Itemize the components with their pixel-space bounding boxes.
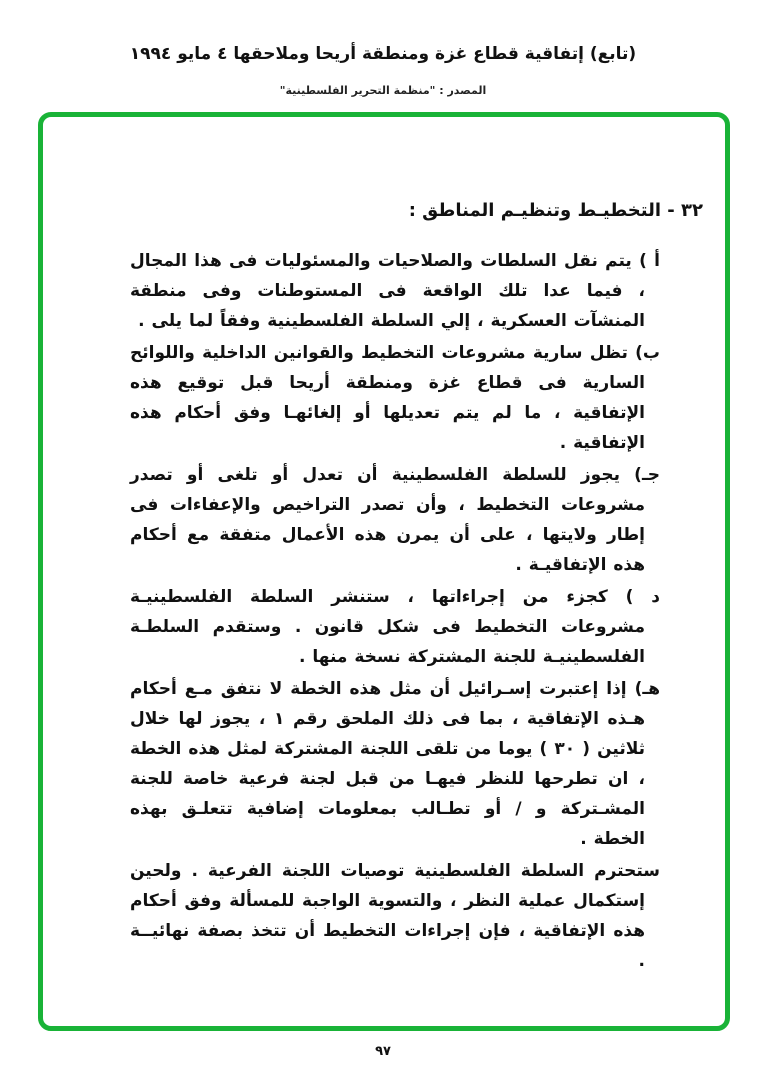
paragraph-text: يتم نقل السلطات والصلاحيات والمسئوليات فى هذا المجال ، فيما عدا تلك الواقعة فى المستوطنات وفى منطقة المنشآت العسكرية ، إلي السلطة الفلسطينية وفقاً لما يلى . (130, 251, 645, 331)
body-paragraph-b (130, 338, 703, 458)
paragraph-text: يجوز للسلطة الفلسطينية أن تعدل أو تلغى أو تصدر مشروعات التخطيط ، وأن تصدر التراخيص والإعفاءات فى إطار ولايتها ، على أن يمرن هذه الأعمال متفقة مع أحكام هذه الإتفاقيـة . (130, 465, 645, 575)
section-title: ٣٢ - التخطيـط وتنظيـم المناطق : (408, 200, 703, 221)
body-paragraph-c (130, 460, 703, 580)
body-paragraph-d (130, 582, 703, 672)
paragraph-text: إذا إعتبرت إسـرائيل أن مثل هذه الخطة لا نتفق مـع أحكام هـذه الإتفاقية ، بما فى ذلك الملحق رقم ١ ، يجوز لها خلال ثلاثين ( ٣٠ ) يوما من تلقى اللجنة المشتركة لمثل هذه الخطة ، ان تطرحها للنظر فيهـا من قبل لجنة فرعية خاصة للجنة المشـتركة و / أو تطـالب بمعلومات إضافية تتعلـق بهذه الخطة . (130, 679, 645, 849)
paragraph-marker: جـ) (634, 465, 661, 485)
body-paragraph-a (130, 246, 703, 336)
document-source: المصدر : "منظمة التحرير الفلسطينية" (279, 84, 487, 97)
paragraph-marker: ب) (635, 343, 660, 363)
paragraph-text: تظل سارية مشروعات التخطيط والقوانين الداخلية واللوائح السارية فى قطاع غزة ومنطقة أريحا قبل توقيع هذه الإتفاقية ، ما لم يتم تعديلها أو إلغائهـا وفق أحكام هذه الإتفاقية . (130, 343, 645, 453)
page-number: ٩٧ (375, 1044, 391, 1059)
document-body (130, 196, 703, 978)
document-title: (تابع) إتفاقية قطاع غزة ومنطقة أريحا وملاحقها ٤ مايو ١٩٩٤ (129, 44, 637, 64)
paragraph-text: كجزء من إجراءاتها ، ستنشر السلطة الفلسطينيـة مشروعات التخطيط فى شكل قانون . وستقدم السلطـة الفلسطينيـة للجنة المشتركة نسخة منها . (130, 587, 645, 667)
paragraph-marker: د ) (625, 587, 660, 607)
paragraph-marker: هـ) (634, 679, 660, 699)
closing-paragraph: ستحترم السلطة الفلسطينية توصيات اللجنة الفرعية . ولحين إستكمال عملية النظر ، والتسوية الواجبة للمسألة وفق أحكام هذه الإتفاقية ، فإن إجراءات التخطيط أن تتخذ بصفة نهائيــة . (130, 861, 660, 971)
paragraph-marker: أ ) (639, 251, 661, 271)
body-paragraph-e (130, 674, 703, 854)
